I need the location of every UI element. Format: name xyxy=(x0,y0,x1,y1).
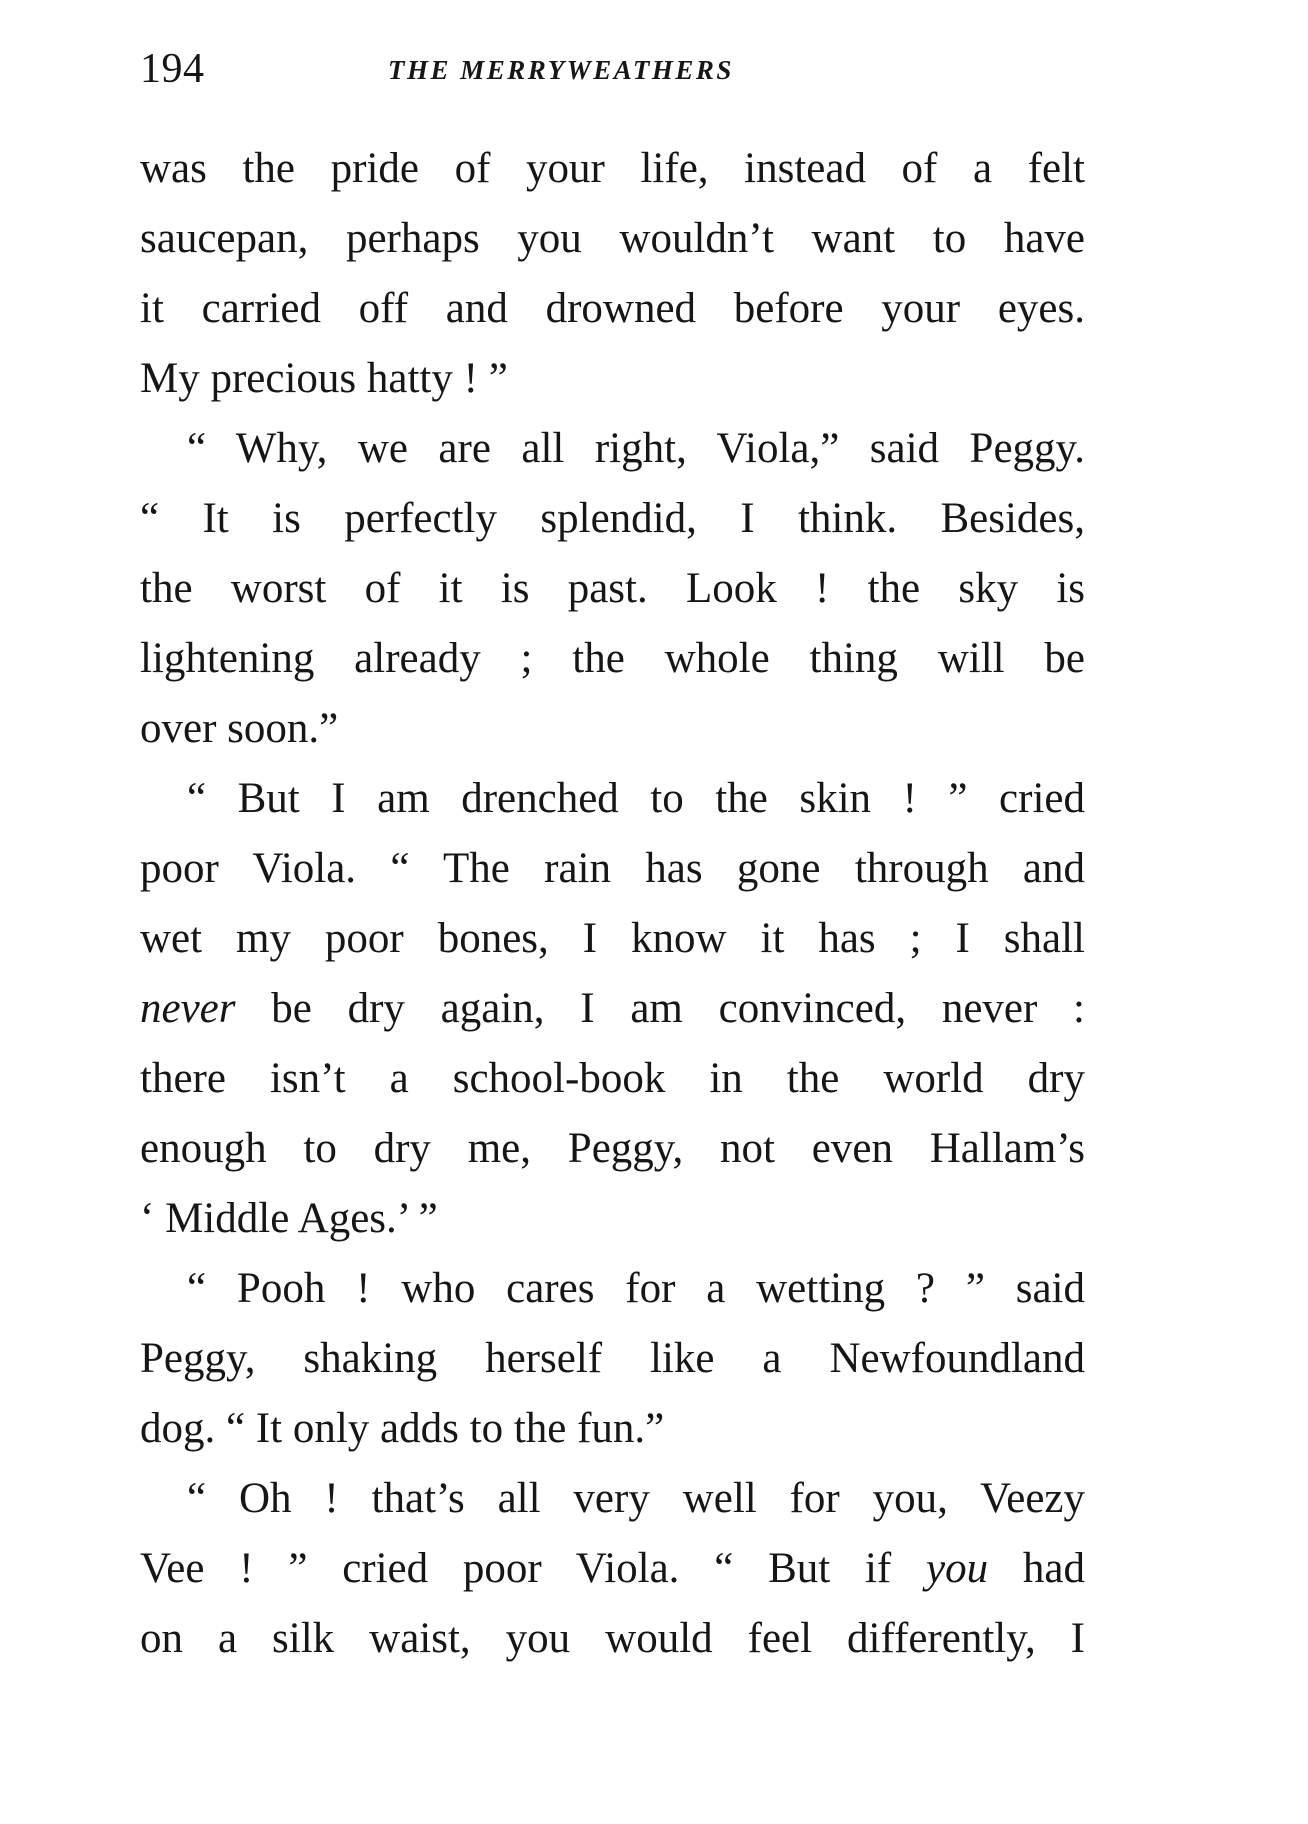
text-line: enough to dry me, Peggy, not even Hallam’s xyxy=(140,1125,1085,1172)
text-line: Peggy, shaking herself like a Newfoundland xyxy=(140,1335,1085,1382)
running-title: THE MERRYWEATHERS xyxy=(388,55,734,85)
text-line: it carried off and drowned before your eyes. xyxy=(140,285,1085,332)
text-line: dog. “ It only adds to the fun.” xyxy=(140,1405,665,1452)
text-line: “ Pooh ! who cares for a wetting ? ” said xyxy=(187,1265,1085,1312)
italic-word: never xyxy=(140,985,236,1032)
text-line: wet my poor bones, I know it has ; I shall xyxy=(140,915,1085,962)
text-line: was the pride of your life, instead of a felt xyxy=(140,145,1085,192)
text-line: poor Viola. “ The rain has gone through and xyxy=(140,845,1085,892)
text-line: there isn’t a school-book in the world dry xyxy=(140,1055,1085,1102)
paragraph xyxy=(140,764,1085,1254)
text-line: the worst of it is past. Look ! the sky is xyxy=(140,565,1085,612)
text-line: “ But I am drenched to the skin ! ” cried xyxy=(187,775,1085,822)
body-text xyxy=(140,134,1085,1674)
line-start: Vee ! ” cried poor Viola. “ But if xyxy=(140,1545,927,1592)
italic-word: you xyxy=(926,1545,989,1592)
text-line: “ Why, we are all right, Viola,” said Peggy. xyxy=(187,425,1085,472)
paragraph xyxy=(140,414,1085,764)
text-line: ‘ Middle Ages.’ ” xyxy=(140,1195,438,1242)
text-line: over soon.” xyxy=(140,705,339,752)
line-rest: be dry again, I am convinced, never : xyxy=(235,985,1085,1032)
text-line: “ It is perfectly splendid, I think. Besides, xyxy=(140,495,1085,542)
page-number: 194 xyxy=(140,46,205,92)
paragraph xyxy=(140,134,1085,414)
text-line xyxy=(140,1534,1085,1604)
line-end: had xyxy=(988,1545,1085,1592)
paragraph xyxy=(140,1464,1085,1674)
text-line: “ Oh ! that’s all very well for you, Veezy xyxy=(187,1475,1085,1522)
text-line: My precious hatty ! ” xyxy=(140,355,508,402)
text-line: saucepan, perhaps you wouldn’t want to have xyxy=(140,215,1085,262)
text-line xyxy=(140,974,1085,1044)
text-line: on a silk waist, you would feel differently, I xyxy=(140,1615,1085,1662)
text-line: lightening already ; the whole thing will be xyxy=(140,635,1085,682)
paragraph xyxy=(140,1254,1085,1464)
page-header xyxy=(140,44,1085,94)
